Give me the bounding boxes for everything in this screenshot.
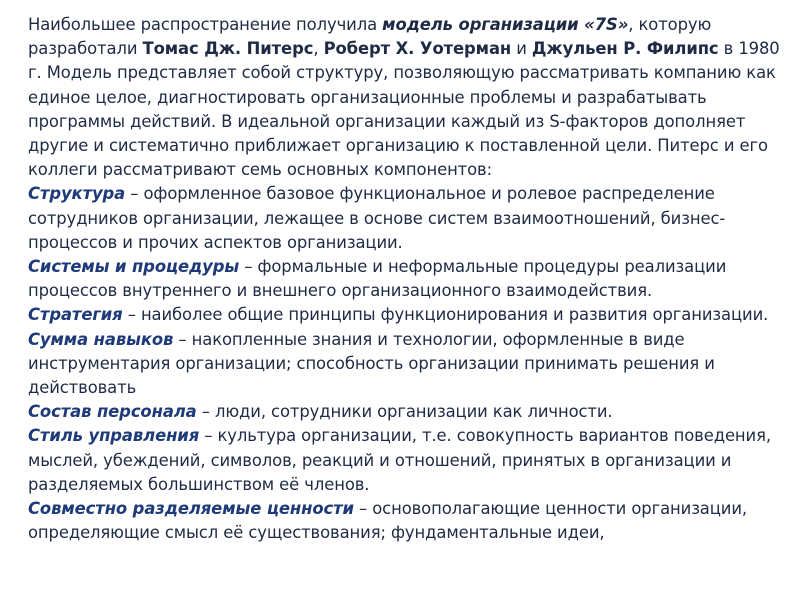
- component-term: Стиль управления: [28, 426, 200, 446]
- component-skills: [28, 328, 780, 401]
- author-peters: Томас Дж. Питерс: [142, 39, 314, 59]
- intro-text-3: в 1980 г. Модель представляет собой структуру, позволяющую рассматривать компанию как единое целое, диагностировать организационные проблемы и разрабатывать программы действий. В идеальной организации каждый из S-факторов дополняет другие и систематично приближает организацию к поставленной цели. Питерс и его коллеги рассматривают семь основных компонентов:: [28, 39, 780, 180]
- component-structure: [28, 182, 780, 255]
- author-phillips: Джульен Р. Филипс: [531, 39, 719, 59]
- component-strategy: [28, 303, 780, 327]
- component-description: – основополагающие ценности организации, определяющие смысл её существования; фундаментальные идеи,: [28, 499, 748, 543]
- component-staff: [28, 400, 780, 424]
- component-description: – накопленные знания и технологии, оформленные в виде инструментария организации; способность организации принимать решения и действовать: [28, 329, 715, 398]
- intro-text-2: , которую разработали: [28, 15, 712, 59]
- component-description: – культура организации, т.е. совокупность вариантов поведения, мыслей, убеждений, символов, реакций и отношений, принятых в организации и разделяемых большинством её членов.: [28, 426, 771, 494]
- component-term: Совместно разделяемые ценности: [28, 499, 354, 519]
- intro-paragraph: [28, 13, 780, 182]
- intro-text-1: Наибольшее распространение получила: [28, 15, 383, 34]
- model-name: модель организации «7S»: [382, 15, 629, 34]
- component-term: Структура: [28, 184, 126, 204]
- component-term: Сумма навыков: [28, 329, 174, 349]
- author-waterman: Роберт Х. Уотерман: [323, 39, 512, 59]
- component-description: – люди, сотрудники организации как личности.: [196, 402, 613, 422]
- component-description: – наиболее общие принципы функционирования и развития организации.: [122, 305, 769, 325]
- component-term: Системы и процедуры: [28, 257, 240, 277]
- document-body: [28, 13, 780, 545]
- component-term: Стратегия: [28, 305, 123, 325]
- component-systems: [28, 255, 780, 303]
- component-description: – формальные и неформальные процедуры реализации процессов внутреннего и внешнего организационного взаимодействия.: [28, 257, 727, 301]
- component-term: Состав персонала: [28, 402, 197, 422]
- component-style: [28, 424, 780, 497]
- component-description: – оформленное базовое функциональное и ролевое распределение сотрудников организации, лежащее в основе систем взаимоотношений, бизнес-процессов и прочих аспектов организации.: [28, 184, 726, 252]
- component-shared-values: [28, 497, 780, 545]
- author-separator-2: и: [511, 39, 532, 59]
- author-separator-1: ,: [313, 39, 324, 59]
